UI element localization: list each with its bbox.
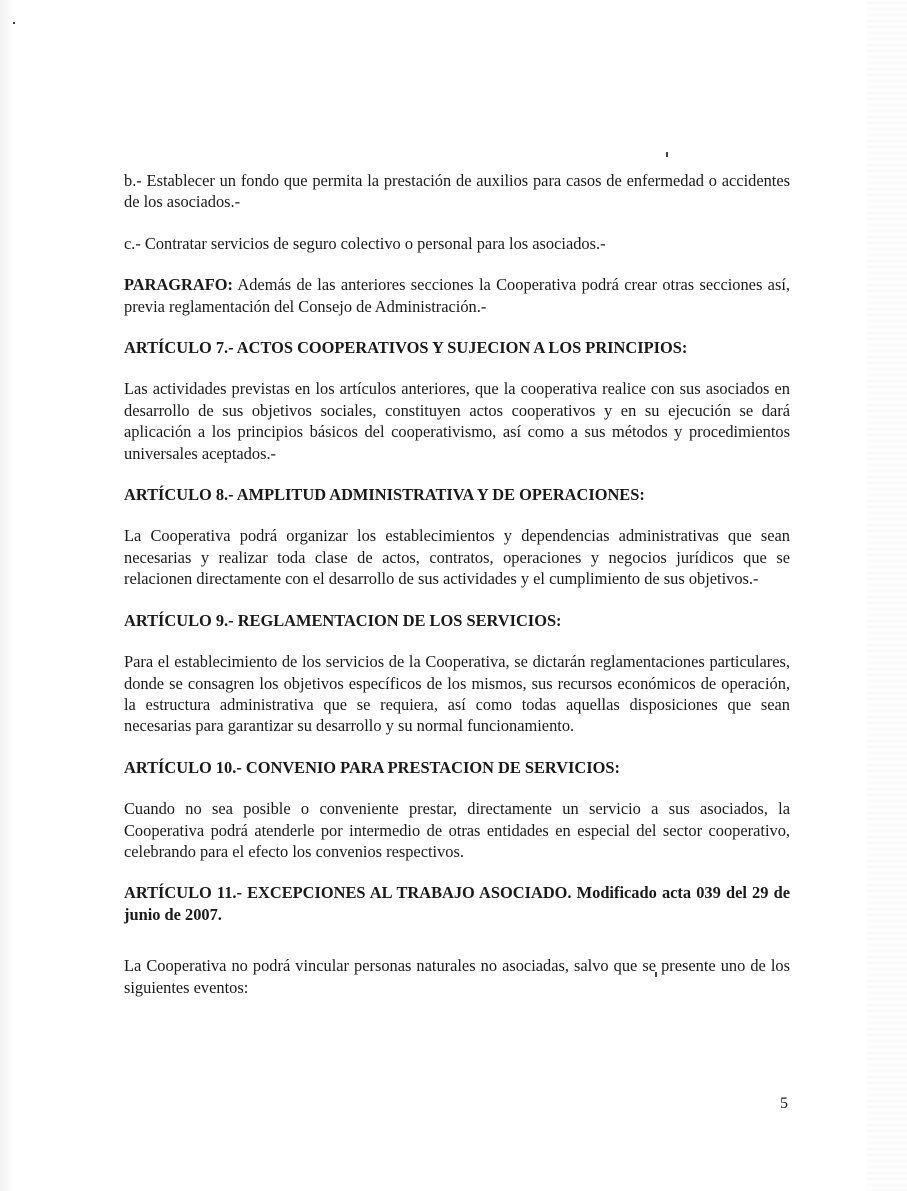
paragrafo [124,274,790,317]
scan-edge-left [0,0,14,1191]
article-11-body: La Cooperativa no podrá vincular personas naturales no asociadas, salvo que se presente uno de los siguientes eventos: [124,956,790,997]
scan-edge-right [867,0,907,1191]
page-number: 5 [780,1095,788,1112]
article-8-heading: ARTÍCULO 8.- AMPLITUD ADMINISTRATIVA Y DE OPERACIONES: [124,485,645,505]
article-8-body: La Cooperativa podrá organizar los establecimientos y dependencias administrativas que sean necesarias y realizar toda clase de actos, contratos, operaciones y negocios jurídicos que se relacionen directamente con el desarrollo de sus actividades y el cumplimiento de sus objetivos.- [124,526,790,589]
article-9-heading: ARTÍCULO 9.- REGLAMENTACION DE LOS SERVICIOS: [124,610,562,630]
scan-speck [13,22,15,24]
list-item-b: b.- Establecer un fondo que permita la prestación de auxilios para casos de enfermedad o accidentes de los asociados.- [124,171,790,212]
article-9-body: Para el establecimiento de los servicios de la Cooperativa, se dictarán reglamentaciones particulares, donde se consagren los objetivos específicos de los mismos, sus recursos económicos de operación, la estructura administrativa que se requiera, así como todas aquellas disposiciones que sean necesarias para garantizar su desarrollo y su normal funcionamiento. [124,652,790,736]
list-item-c: c.- Contratar servicios de seguro colectivo o personal para los asociados.- [124,233,606,253]
document-body [124,170,790,998]
paragrafo-label: PARAGRAFO: [124,275,233,295]
article-10-body: Cuando no sea posible o conveniente prestar, directamente un servicio a sus asociados, la Cooperativa podrá atenderle por intermedio de otras entidades en especial del sector cooperativo, celebrando para el efecto los convenios respectivos. [124,799,790,861]
scan-speck [666,152,668,157]
article-10-heading: ARTÍCULO 10.- CONVENIO PARA PRESTACION DE SERVICIOS: [124,757,620,777]
paragrafo-text: Además de las anteriores secciones la Cooperativa podrá crear otras secciones así, previa reglamentación del Consejo de Administración.- [124,275,790,316]
article-7-body: Las actividades previstas en los artículos anteriores, que la cooperativa realice con sus asociados en desarrollo de sus objetivos sociales, constituyen actos cooperativos y en su ejecución se dará aplicación a los principios básicos del cooperativismo, así como a sus métodos y procedimientos universales aceptados.- [124,379,790,463]
article-7-heading: ARTÍCULO 7.- ACTOS COOPERATIVOS Y SUJECION A LOS PRINCIPIOS: [124,338,688,358]
article-11-heading: ARTÍCULO 11.- EXCEPCIONES AL TRABAJO ASOCIADO. Modificado acta 039 del 29 de junio de 2007. [124,883,790,924]
